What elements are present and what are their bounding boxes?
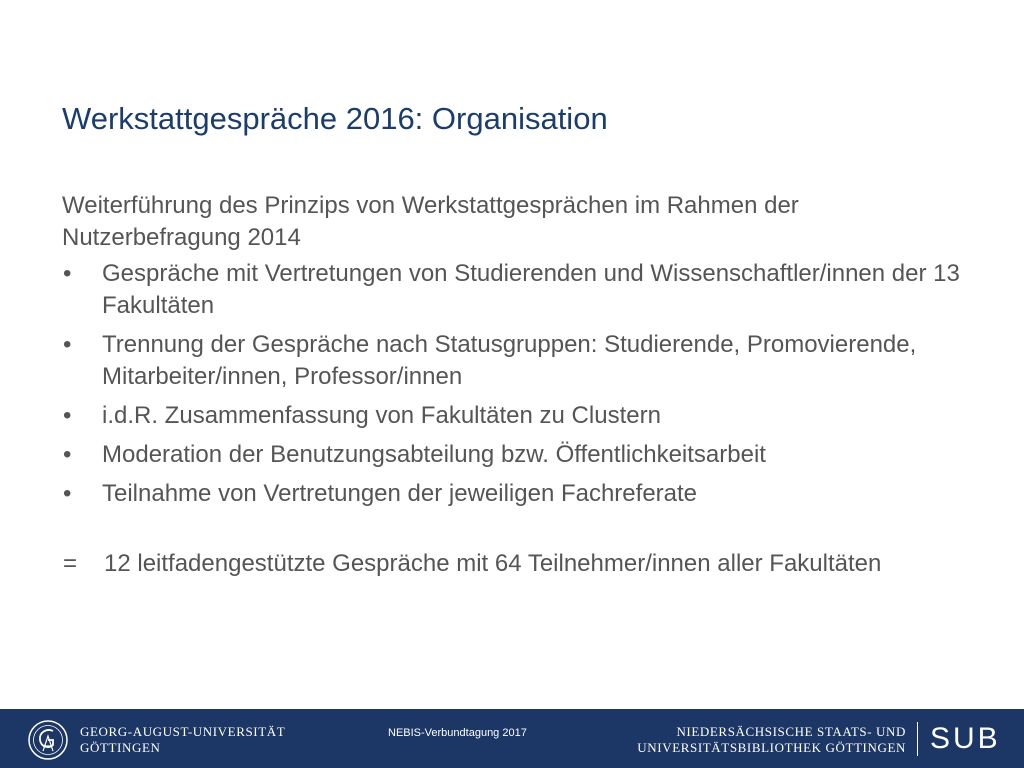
- bullet-text: Teilnahme von Vertretungen der jeweiligen Fachreferate: [102, 480, 698, 507]
- bullet-icon: •: [63, 260, 72, 287]
- bullet-text: Trennung der Gespräche nach Statusgruppen: Studierende, Promovierende, Mitarbeiter/innen, Professor/innen: [102, 331, 917, 390]
- slide-content: [62, 190, 972, 582]
- bullet-text: i.d.R. Zusammenfassung von Fakultäten zu Clustern: [102, 402, 661, 429]
- bullet-icon: •: [63, 402, 72, 429]
- bullet-item: [62, 478, 972, 510]
- slide-title: Werkstattgespräche 2016: Organisation: [62, 101, 608, 136]
- library-name-line: NIEDERSÄCHSISCHE STAATS- UND: [676, 724, 906, 739]
- bullet-item: [62, 329, 972, 393]
- bullet-item: [62, 258, 972, 322]
- summary-line: [62, 546, 972, 582]
- university-name: [80, 724, 285, 756]
- footer-bar: [0, 709, 1024, 768]
- bullet-icon: •: [63, 480, 72, 507]
- university-name-line: GEORG-AUGUST-UNIVERSITÄT: [80, 724, 286, 739]
- summary-text: 12 leitfadengestützte Gespräche mit 64 Teilnehmer/innen aller Fakultäten: [104, 550, 882, 577]
- event-label: NEBIS-Verbundtagung 2017: [388, 727, 527, 739]
- bullet-item: [62, 439, 972, 471]
- footer-divider: [917, 722, 918, 756]
- library-name: [637, 724, 906, 756]
- bullet-item: [62, 400, 972, 432]
- sub-logo: SUB: [930, 722, 1001, 755]
- university-name-line: GÖTTINGEN: [80, 740, 161, 755]
- library-name-line: UNIVERSITÄTSBIBLIOTHEK GÖTTINGEN: [637, 740, 906, 755]
- bullet-text: Gespräche mit Vertretungen von Studierenden und Wissenschaftler/innen der 13 Fakultäten: [102, 260, 960, 319]
- bullet-list: [62, 258, 972, 510]
- bullet-icon: •: [63, 441, 72, 468]
- bullet-text: Moderation der Benutzungsabteilung bzw. Öffentlichkeitsarbeit: [102, 441, 766, 468]
- equals-icon: =: [63, 550, 78, 577]
- university-seal-icon: [26, 718, 70, 762]
- bullet-icon: •: [63, 331, 72, 358]
- intro-text: Weiterführung des Prinzips von Werkstattgesprächen im Rahmen der Nutzerbefragung 2014: [62, 192, 799, 251]
